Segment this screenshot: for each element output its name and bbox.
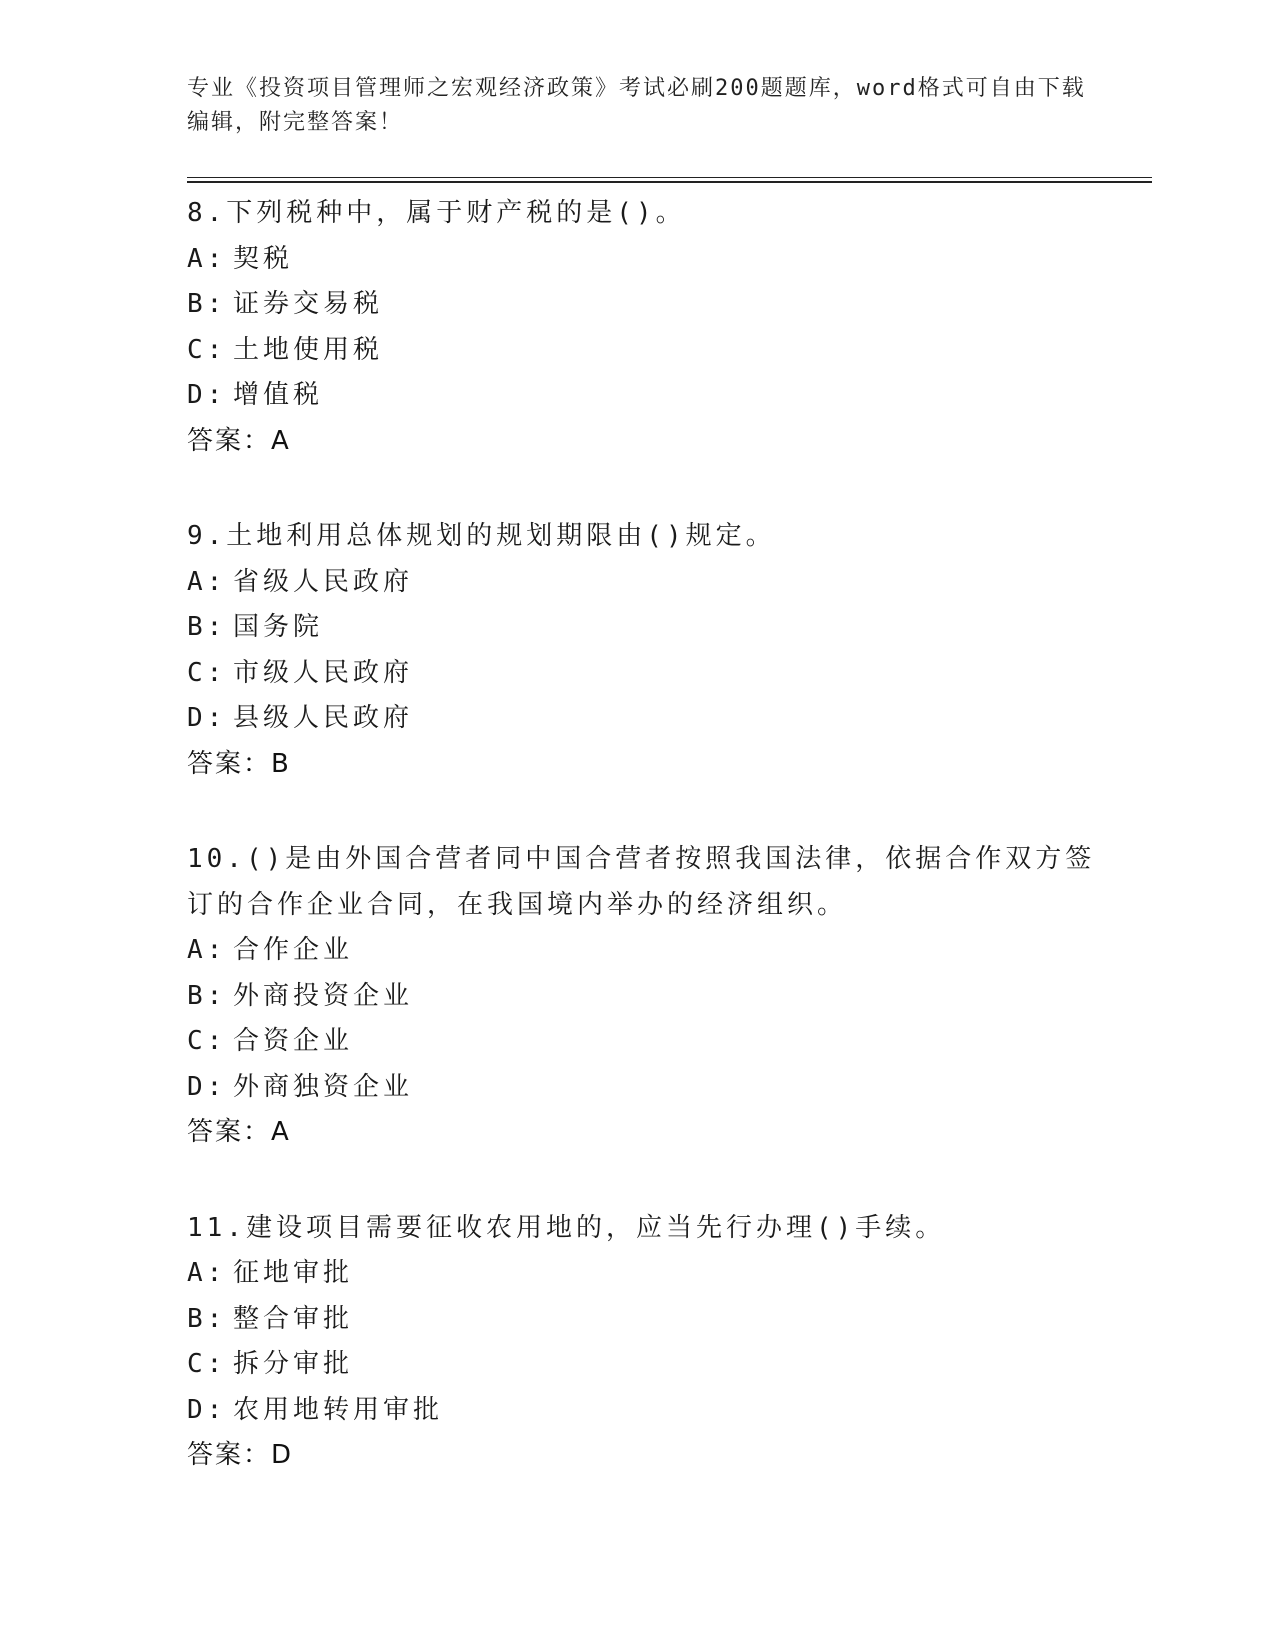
- option-a: [187, 1251, 1107, 1297]
- option-text: 征地审批: [233, 1258, 354, 1288]
- option-text: 省级人民政府: [233, 566, 414, 597]
- question-item: [187, 514, 1107, 787]
- option-letter: D:: [187, 380, 227, 410]
- option-text: 合作企业: [233, 935, 354, 965]
- option-letter: A:: [187, 566, 227, 597]
- question-item: [187, 1206, 1107, 1479]
- option-a: [187, 928, 1107, 974]
- option-text: 拆分审批: [233, 1349, 354, 1379]
- option-d: [187, 1388, 1107, 1434]
- option-letter: C:: [187, 334, 227, 365]
- question-list: [187, 191, 1107, 1529]
- option-letter: D:: [187, 1071, 227, 1102]
- option-b: [187, 974, 1107, 1020]
- option-text: 外商独资企业: [233, 1071, 414, 1102]
- question-item: [187, 837, 1107, 1156]
- header-divider-thin: [187, 177, 1152, 178]
- option-b: [187, 282, 1107, 328]
- option-letter: A:: [187, 935, 227, 965]
- option-a: [187, 237, 1107, 283]
- option-text: 土地使用税: [233, 334, 384, 365]
- option-a: [187, 560, 1107, 606]
- option-text: 契税: [233, 243, 294, 274]
- answer-label: 答案：A: [187, 1117, 291, 1147]
- question-stem: 11.建设项目需要征收农用地的，应当先行办理()手续。: [187, 1212, 946, 1243]
- answer-label: 答案：D: [187, 1440, 294, 1470]
- option-letter: A:: [187, 1258, 227, 1288]
- question-stem: 9.土地利用总体规划的规划期限由()规定。: [187, 521, 776, 551]
- option-d: [187, 1065, 1107, 1111]
- option-text: 农用地转用审批: [233, 1394, 444, 1425]
- option-b: [187, 605, 1107, 651]
- option-letter: C:: [187, 657, 227, 688]
- option-letter: C:: [187, 1026, 227, 1056]
- option-c: [187, 328, 1107, 374]
- option-text: 增值税: [233, 380, 324, 410]
- question-stem: 10.()是由外国合营者同中国合营者按照我国法律，依据合作双方签订的合作企业合同，在我国境内举办的经济组织。: [187, 844, 1096, 920]
- question-stem: 8.下列税种中，属于财产税的是()。: [187, 198, 686, 228]
- option-text: 市级人民政府: [233, 657, 414, 688]
- option-d: [187, 373, 1107, 419]
- option-letter: A:: [187, 243, 227, 274]
- option-letter: B:: [187, 1303, 227, 1334]
- document-header: 专业《投资项目管理师之宏观经济政策》考试必刷200题题库，word格式可自由下载编辑，附完整答案！: [187, 76, 1086, 135]
- answer-label: 答案：A: [187, 425, 291, 456]
- option-letter: B:: [187, 612, 227, 642]
- option-text: 外商投资企业: [233, 980, 414, 1011]
- option-d: [187, 696, 1107, 742]
- option-text: 整合审批: [233, 1303, 354, 1334]
- option-text: 证券交易税: [233, 289, 384, 319]
- option-text: 国务院: [233, 612, 324, 642]
- option-letter: B:: [187, 289, 227, 319]
- option-letter: D:: [187, 703, 227, 733]
- option-c: [187, 1019, 1107, 1065]
- option-c: [187, 1342, 1107, 1388]
- answer-label: 答案：B: [187, 748, 291, 779]
- option-letter: C:: [187, 1349, 227, 1379]
- question-item: [187, 191, 1107, 464]
- option-c: [187, 651, 1107, 697]
- option-text: 县级人民政府: [233, 703, 414, 733]
- option-text: 合资企业: [233, 1026, 354, 1056]
- option-b: [187, 1297, 1107, 1343]
- option-letter: D:: [187, 1394, 227, 1425]
- header-divider-thick: [187, 181, 1152, 183]
- option-letter: B:: [187, 980, 227, 1011]
